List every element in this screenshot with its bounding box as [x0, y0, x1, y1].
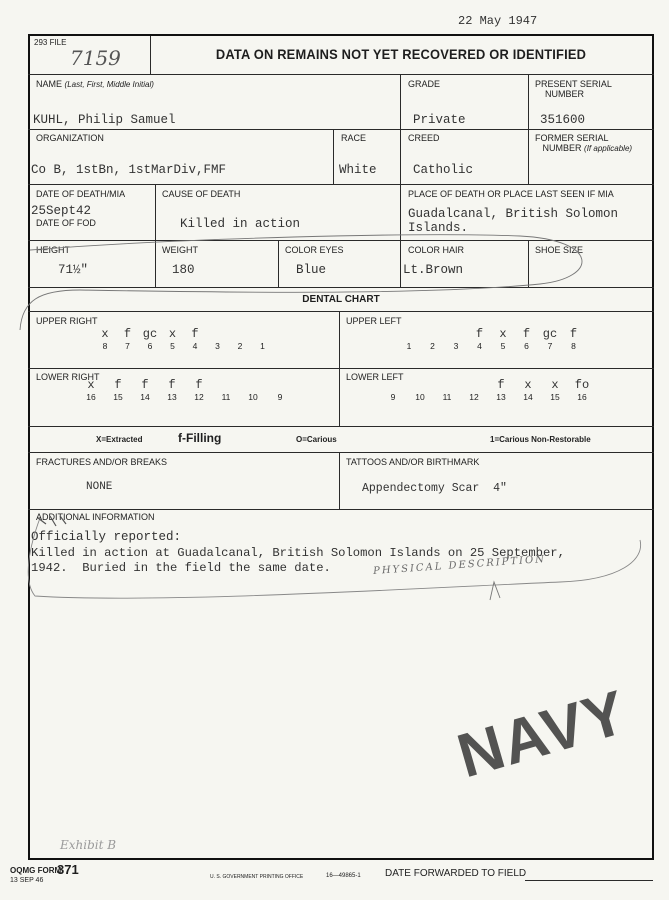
upper-left-label: UPPER LEFT: [346, 316, 402, 326]
tooth-number: 13: [167, 392, 177, 402]
tooth-mark: x: [87, 378, 95, 392]
fractures-label: FRACTURES AND/OR BREAKS: [36, 457, 168, 467]
tooth-mark: x: [168, 327, 177, 341]
tooth-number: 8: [102, 341, 108, 351]
tooth-mark: x: [551, 378, 559, 392]
organization-label: ORGANIZATION: [36, 133, 104, 143]
place-of-death-value-2: Islands.: [408, 221, 469, 235]
tooth-mark: f: [191, 327, 199, 341]
eye-color-value: Blue: [296, 263, 327, 277]
tooth-mark: f: [497, 378, 505, 392]
file-number-handwritten: 7159: [70, 46, 121, 70]
lower-left-label: LOWER LEFT: [346, 372, 404, 382]
height-value: 71½": [58, 263, 89, 277]
navy-stamp: NAVY: [450, 677, 635, 792]
fractures-value: NONE: [86, 481, 113, 493]
cause-of-death-label: CAUSE OF DEATH: [162, 189, 241, 199]
form-date: 13 SEP 46: [10, 877, 44, 884]
tooth-number: 10: [415, 392, 425, 402]
additional-info-line-3: 1942. Buried in the field the same date.: [31, 561, 331, 575]
tooth-mark: f: [475, 327, 484, 341]
tooth-number: 12: [194, 392, 204, 402]
tooth-number: 9: [277, 392, 283, 402]
tooth-mark: x: [524, 378, 532, 392]
additional-info-line-2: Killed in action at Guadalcanal, British Solomon Islands on 25 September,: [31, 546, 565, 560]
form-prefix: OQMG FORM: [10, 866, 62, 875]
handwritten-physical-description: PHYSICAL DESCRIPTION: [372, 553, 547, 578]
tooth-mark: x: [101, 327, 109, 341]
tooth-number: 2: [237, 341, 243, 351]
tooth-number: 11: [221, 392, 231, 402]
lower-right-label: LOWER RIGHT: [36, 372, 100, 382]
date-stamp: 22 May 1947: [458, 14, 538, 28]
tooth-number: 2: [430, 341, 435, 351]
tooth-number: 14: [523, 392, 533, 402]
tooth-mark: x: [499, 327, 507, 341]
serial-value: 351600: [540, 113, 586, 127]
upper-right-label: UPPER RIGHT: [36, 316, 98, 326]
tooth-number: 1: [260, 341, 265, 351]
tooth-mark: f: [195, 378, 203, 392]
grade-value: Private: [413, 113, 466, 127]
tooth-number: 1: [406, 341, 412, 351]
tattoos-value: Appendectomy Scar 4": [362, 482, 507, 495]
tooth-number: 5: [500, 341, 506, 351]
tooth-number: 3: [453, 341, 459, 351]
printing-office: U. S. GOVERNMENT PRINTING OFFICE: [210, 874, 304, 880]
creed-label: CREED: [408, 133, 440, 143]
weight-value: 180: [172, 263, 195, 277]
tooth-number: 13: [496, 392, 506, 402]
additional-info-label: ADDITIONAL INFORMATION: [36, 512, 155, 522]
creed-value: Catholic: [413, 163, 474, 177]
name-label: NAME (Last, First, Middle Initial): [36, 79, 154, 89]
tooth-number: 6: [524, 341, 529, 351]
tattoos-label: TATTOOS AND/OR BIRTHMARK: [346, 457, 480, 467]
tooth-number: 16: [577, 392, 587, 402]
tooth-number: 8: [571, 341, 576, 351]
tooth-number: 15: [550, 392, 560, 402]
tooth-mark: f: [522, 327, 531, 341]
eye-color-label: COLOR EYES: [285, 245, 344, 255]
legend-filling: f-Filling: [178, 431, 222, 445]
legend-carious: O=Carious: [296, 435, 337, 444]
tooth-number: 7: [547, 341, 553, 351]
tooth-number: 4: [192, 341, 198, 351]
date-of-death-value: 25Sept42: [31, 204, 92, 218]
tooth-number: 15: [113, 392, 123, 402]
hair-color-value: Lt.Brown: [403, 263, 464, 277]
tooth-mark: f: [114, 378, 122, 392]
tooth-number: 12: [469, 392, 479, 402]
race-value: White: [339, 163, 377, 177]
name-value: KUHL, Philip Samuel: [33, 113, 176, 127]
form-title: DATA ON REMAINS NOT YET RECOVERED OR IDENTIFIED: [215, 46, 587, 62]
tooth-number: 7: [125, 341, 130, 351]
tooth-number: 14: [140, 392, 150, 402]
tooth-number: 5: [170, 341, 175, 351]
tooth-number: 4: [477, 341, 482, 351]
grade-label: GRADE: [408, 79, 441, 89]
organization-value: Co B, 1stBn, 1stMarDiv,FMF: [31, 163, 227, 177]
form-number: 371: [57, 862, 79, 877]
tooth-number: 11: [442, 392, 452, 402]
tooth-number: 3: [215, 341, 220, 351]
weight-label: WEIGHT: [162, 245, 198, 255]
tooth-mark: f: [123, 327, 132, 341]
hair-color-label: COLOR HAIR: [408, 245, 465, 255]
file-label: 293 FILE: [34, 38, 67, 47]
shoe-size-label: SHOE SIZE: [535, 245, 584, 255]
former-serial-label: FORMER SERIAL NUMBER (If applicable): [535, 133, 633, 153]
place-of-death-label: PLACE OF DEATH OR PLACE LAST SEEN IF MIA: [408, 189, 614, 199]
tooth-mark: fo: [574, 378, 590, 392]
tooth-number: 16: [86, 392, 96, 402]
tooth-number: 6: [147, 341, 153, 351]
tooth-mark: gc: [542, 327, 558, 341]
tooth-number: 9: [390, 392, 396, 402]
handwritten-exhibit-note: Exhibit B: [60, 838, 117, 852]
date-of-fod-label: DATE OF FOD: [36, 218, 96, 228]
print-code: 16—49865-1: [326, 873, 361, 879]
legend-non-restorable: 1=Carious Non-Restorable: [490, 435, 591, 444]
race-label: RACE: [341, 133, 367, 143]
dental-chart-title: DENTAL CHART: [302, 294, 380, 305]
date-forwarded-label: DATE FORWARDED TO FIELD: [385, 868, 527, 879]
height-label: HEIGHT: [36, 245, 71, 255]
tooth-mark: f: [141, 378, 149, 392]
additional-info-line-1: Officially reported:: [31, 530, 182, 544]
date-of-death-label: DATE OF DEATH/MIA: [36, 189, 126, 199]
cause-of-death-value: Killed in action: [180, 217, 301, 231]
place-of-death-value-1: Guadalcanal, British Solomon: [408, 207, 619, 221]
tooth-mark: gc: [142, 327, 158, 341]
tooth-mark: f: [569, 327, 578, 341]
tooth-number: 10: [248, 392, 258, 402]
tooth-mark: f: [168, 378, 176, 392]
serial-label: PRESENT SERIAL NUMBER: [535, 79, 612, 99]
legend-extracted: X=Extracted: [96, 435, 143, 444]
